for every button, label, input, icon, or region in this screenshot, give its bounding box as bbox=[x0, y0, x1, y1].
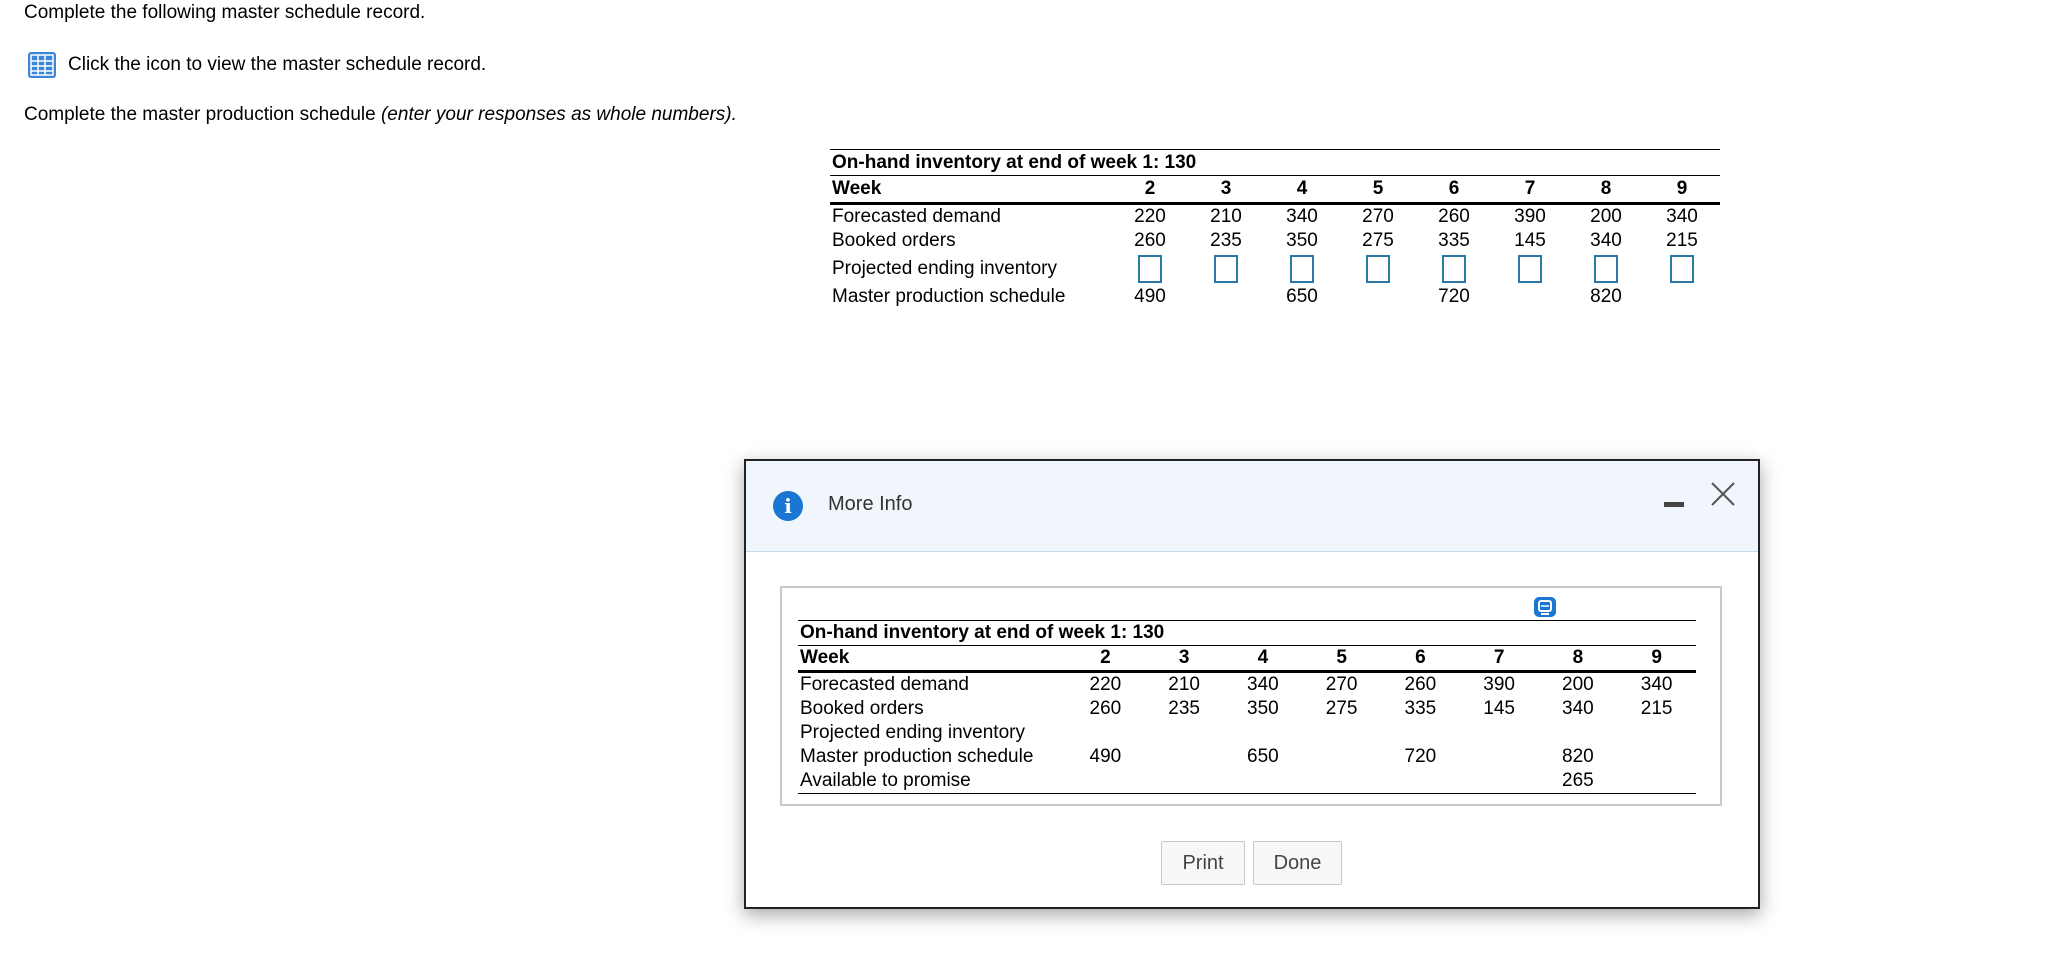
close-icon bbox=[1708, 479, 1738, 509]
booked-cell: 215 bbox=[1666, 230, 1698, 251]
booked-cell: 335 bbox=[1438, 230, 1470, 251]
forecast-cell: 340 bbox=[1286, 206, 1318, 227]
info-icon: i bbox=[773, 491, 803, 521]
week-header-label: Week bbox=[830, 176, 1112, 204]
week-header: 8 bbox=[1568, 176, 1644, 204]
booked-cell: 350 bbox=[1286, 230, 1318, 251]
info-booked-cell: 340 bbox=[1562, 698, 1594, 719]
minimize-icon bbox=[1664, 502, 1684, 507]
info-forecast-cell: 220 bbox=[1089, 674, 1122, 695]
info-atp-cell: 265 bbox=[1562, 770, 1594, 791]
close-button[interactable] bbox=[1708, 479, 1738, 509]
forecast-cell: 270 bbox=[1362, 206, 1394, 227]
pei-input-week-5[interactable] bbox=[1366, 255, 1390, 283]
copy-icon bbox=[1532, 595, 1558, 619]
info-week-header: 9 bbox=[1617, 646, 1696, 672]
instruction-main-text: Complete the master production schedule bbox=[24, 104, 381, 125]
info-booked-cell: 145 bbox=[1483, 698, 1515, 719]
forecast-cell: 340 bbox=[1666, 206, 1698, 227]
info-mps-cell: 490 bbox=[1089, 746, 1122, 767]
pei-input-week-4[interactable] bbox=[1290, 255, 1314, 283]
info-mps-cell: 820 bbox=[1562, 746, 1594, 767]
pei-input-week-2[interactable] bbox=[1138, 255, 1162, 283]
week-header: 5 bbox=[1340, 176, 1416, 204]
info-forecast-cell: 390 bbox=[1483, 674, 1515, 695]
info-atp-cell bbox=[1617, 769, 1696, 794]
info-forecast-cell: 260 bbox=[1404, 674, 1437, 695]
info-forecast-cell: 200 bbox=[1562, 674, 1594, 695]
booked-cell: 260 bbox=[1134, 230, 1166, 251]
info-week-header-label: Week bbox=[798, 646, 1066, 672]
mps-cell: 490 bbox=[1134, 286, 1166, 307]
info-forecast-cell: 270 bbox=[1325, 674, 1358, 695]
info-booked-label: Booked orders bbox=[800, 698, 924, 719]
info-booked-cell: 335 bbox=[1404, 698, 1437, 719]
pei-input-week-7[interactable] bbox=[1518, 255, 1542, 283]
instruction-line-1: Complete the following master schedule record. bbox=[24, 2, 426, 23]
info-mps-label: Master production schedule bbox=[800, 746, 1034, 767]
pei-label: Projected ending inventory bbox=[832, 258, 1057, 279]
mps-cell: 720 bbox=[1438, 286, 1470, 307]
info-mps-cell: 720 bbox=[1404, 746, 1437, 767]
info-booked-cell: 215 bbox=[1640, 698, 1673, 719]
info-atp-cell bbox=[1381, 769, 1460, 794]
booked-cell: 340 bbox=[1590, 230, 1622, 251]
info-booked-cell: 260 bbox=[1089, 698, 1122, 719]
info-booked-cell: 235 bbox=[1168, 698, 1200, 719]
dialog-header bbox=[746, 461, 1758, 552]
info-schedule-table bbox=[798, 620, 1696, 794]
table-grid-icon[interactable] bbox=[28, 52, 56, 78]
info-week-header: 4 bbox=[1224, 646, 1303, 672]
info-mps-cell bbox=[1145, 745, 1224, 769]
done-button[interactable]: Done bbox=[1253, 841, 1342, 885]
pei-input-week-9[interactable] bbox=[1670, 255, 1694, 283]
mps-cell bbox=[1644, 285, 1720, 309]
more-info-dialog bbox=[744, 459, 1760, 909]
info-forecast-cell: 210 bbox=[1168, 674, 1200, 695]
forecast-cell: 210 bbox=[1210, 206, 1242, 227]
booked-cell: 275 bbox=[1362, 230, 1394, 251]
info-week-header: 8 bbox=[1539, 646, 1618, 672]
info-pei-label: Projected ending inventory bbox=[800, 722, 1025, 743]
week-header: 2 bbox=[1112, 176, 1188, 204]
dialog-content-box bbox=[780, 586, 1722, 806]
pei-input-week-8[interactable] bbox=[1594, 255, 1618, 283]
info-forecast-cell: 340 bbox=[1247, 674, 1279, 695]
forecast-cell: 390 bbox=[1514, 206, 1546, 227]
mps-label: Master production schedule bbox=[832, 286, 1066, 307]
info-booked-cell: 350 bbox=[1247, 698, 1279, 719]
forecast-cell: 220 bbox=[1134, 206, 1166, 227]
info-mps-cell: 650 bbox=[1247, 746, 1279, 767]
info-week-header: 5 bbox=[1302, 646, 1381, 672]
info-forecast-cell: 340 bbox=[1640, 674, 1673, 695]
info-week-header: 3 bbox=[1145, 646, 1224, 672]
instruction-line-3 bbox=[24, 104, 737, 126]
view-record-text: Click the icon to view the master schedule record. bbox=[68, 54, 487, 75]
week-header: 3 bbox=[1188, 176, 1264, 204]
info-atp-cell bbox=[1066, 769, 1145, 794]
info-mps-cell bbox=[1460, 745, 1539, 769]
view-record-line bbox=[24, 52, 486, 78]
table-title: On-hand inventory at end of week 1: 130 bbox=[830, 150, 1720, 176]
info-atp-cell bbox=[1460, 769, 1539, 794]
mps-cell bbox=[1340, 285, 1416, 309]
week-header: 4 bbox=[1264, 176, 1340, 204]
forecast-label: Forecasted demand bbox=[832, 206, 1001, 227]
instruction-italic-text: (enter your responses as whole numbers). bbox=[380, 104, 737, 125]
booked-cell: 145 bbox=[1514, 230, 1546, 251]
mps-cell bbox=[1188, 285, 1264, 309]
week-header: 7 bbox=[1492, 176, 1568, 204]
booked-label: Booked orders bbox=[832, 230, 956, 251]
week-header: 6 bbox=[1416, 176, 1492, 204]
info-atp-label: Available to promise bbox=[800, 770, 971, 791]
copy-button[interactable] bbox=[1532, 595, 1558, 619]
info-week-header: 6 bbox=[1381, 646, 1460, 672]
info-booked-cell: 275 bbox=[1325, 698, 1358, 719]
forecast-cell: 260 bbox=[1438, 206, 1470, 227]
info-week-header: 2 bbox=[1066, 646, 1145, 672]
minimize-button[interactable] bbox=[1664, 497, 1686, 511]
forecast-cell: 200 bbox=[1590, 206, 1622, 227]
week-header: 9 bbox=[1644, 176, 1720, 204]
info-forecast-label: Forecasted demand bbox=[800, 674, 969, 695]
master-schedule-table bbox=[830, 149, 1720, 309]
pei-input-week-6[interactable] bbox=[1442, 255, 1466, 283]
mps-cell bbox=[1492, 285, 1568, 309]
print-button[interactable]: Print bbox=[1161, 841, 1245, 885]
booked-cell: 235 bbox=[1210, 230, 1242, 251]
info-atp-cell bbox=[1302, 769, 1381, 794]
dialog-title: More Info bbox=[828, 493, 913, 515]
mps-cell: 820 bbox=[1590, 286, 1622, 307]
info-mps-cell bbox=[1617, 745, 1696, 769]
mps-cell: 650 bbox=[1286, 286, 1318, 307]
info-mps-cell bbox=[1302, 745, 1381, 769]
pei-input-week-3[interactable] bbox=[1214, 255, 1238, 283]
info-atp-cell bbox=[1224, 769, 1303, 794]
info-week-header: 7 bbox=[1460, 646, 1539, 672]
info-table-title: On-hand inventory at end of week 1: 130 bbox=[798, 621, 1696, 646]
info-atp-cell bbox=[1145, 769, 1224, 794]
